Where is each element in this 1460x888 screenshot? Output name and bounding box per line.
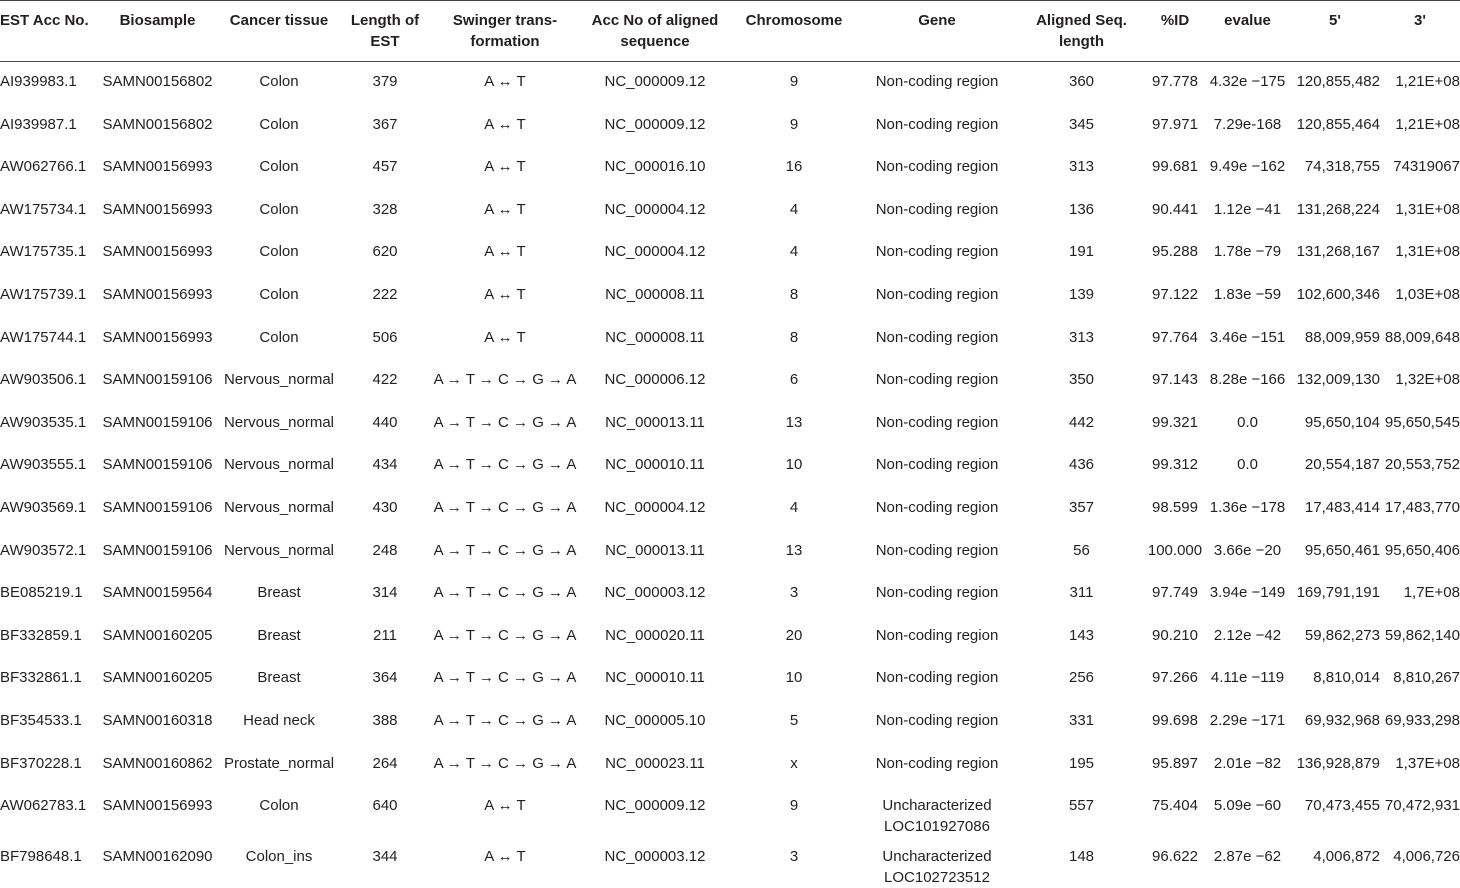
- aligned-seq-length-cell: 139: [1018, 275, 1145, 318]
- three-prime-cell: 1,21E+08: [1380, 105, 1460, 148]
- aligned-seq-length-cell: 331: [1018, 701, 1145, 744]
- evalue-cell: 1.36e −178: [1205, 488, 1290, 531]
- five-prime-cell: 102,600,346: [1290, 275, 1380, 318]
- gene-cell: Non-coding region: [856, 445, 1018, 488]
- gene-cell: Non-coding region: [856, 105, 1018, 148]
- five-prime-cell: 131,268,224: [1290, 190, 1380, 233]
- est-acc-no-cell: AW062766.1: [0, 147, 95, 190]
- swinger-transformation-cell: A → T → C → G → A: [432, 573, 578, 616]
- biosample-cell: SAMN00156993: [95, 275, 220, 318]
- chromosome-cell: 8: [732, 275, 856, 318]
- biosample-cell: SAMN00156993: [95, 318, 220, 361]
- five-prime-cell: 20,554,187: [1290, 445, 1380, 488]
- aligned-acc-no-cell: NC_000003.12: [578, 837, 732, 888]
- header-gene: Gene: [856, 1, 1018, 62]
- header-length-of-est: Length of EST: [338, 1, 432, 62]
- chromosome-cell: 13: [732, 531, 856, 574]
- five-prime-cell: 95,650,461: [1290, 531, 1380, 574]
- biosample-cell: SAMN00160205: [95, 658, 220, 701]
- aligned-acc-no-cell: NC_000016.10: [578, 147, 732, 190]
- table-row: [0, 445, 1460, 488]
- five-prime-cell: 70,473,455: [1290, 786, 1380, 837]
- biosample-cell: SAMN00159106: [95, 360, 220, 403]
- three-prime-cell: 74319067: [1380, 147, 1460, 190]
- three-prime-cell: 88,009,648: [1380, 318, 1460, 361]
- header-acc-no-aligned-sequence: Acc No of aligned sequence: [578, 1, 732, 62]
- chromosome-cell: 3: [732, 837, 856, 888]
- evalue-cell: 2.12e −42: [1205, 616, 1290, 659]
- gene-cell: Non-coding region: [856, 232, 1018, 275]
- length-of-est-cell: 248: [338, 531, 432, 574]
- evalue-cell: 3.94e −149: [1205, 573, 1290, 616]
- gene-cell: Non-coding region: [856, 190, 1018, 233]
- table-row: [0, 786, 1460, 837]
- three-prime-cell: 59,862,140: [1380, 616, 1460, 659]
- biosample-cell: SAMN00156993: [95, 147, 220, 190]
- percent-id-cell: 98.599: [1145, 488, 1205, 531]
- est-acc-no-cell: AW175744.1: [0, 318, 95, 361]
- aligned-seq-length-cell: 442: [1018, 403, 1145, 446]
- cancer-tissue-cell: Nervous_normal: [220, 360, 338, 403]
- evalue-cell: 2.87e −62: [1205, 837, 1290, 888]
- cancer-tissue-cell: Breast: [220, 573, 338, 616]
- cancer-tissue-cell: Breast: [220, 616, 338, 659]
- swinger-transformation-cell: A → T → C → G → A: [432, 445, 578, 488]
- evalue-cell: 8.28e −166: [1205, 360, 1290, 403]
- table-row: [0, 275, 1460, 318]
- biosample-cell: SAMN00156993: [95, 190, 220, 233]
- percent-id-cell: 97.764: [1145, 318, 1205, 361]
- chromosome-cell: 4: [732, 232, 856, 275]
- chromosome-cell: 9: [732, 62, 856, 105]
- aligned-seq-length-cell: 143: [1018, 616, 1145, 659]
- three-prime-cell: 69,933,298: [1380, 701, 1460, 744]
- biosample-cell: SAMN00160318: [95, 701, 220, 744]
- five-prime-cell: 8,810,014: [1290, 658, 1380, 701]
- three-prime-cell: 1,31E+08: [1380, 190, 1460, 233]
- five-prime-cell: 4,006,872: [1290, 837, 1380, 888]
- percent-id-cell: 96.622: [1145, 837, 1205, 888]
- evalue-cell: 3.46e −151: [1205, 318, 1290, 361]
- evalue-cell: 4.32e −175: [1205, 62, 1290, 105]
- est-acc-no-cell: AW175734.1: [0, 190, 95, 233]
- swinger-transformation-cell: A ↔ T: [432, 190, 578, 233]
- table-row: [0, 616, 1460, 659]
- chromosome-cell: 20: [732, 616, 856, 659]
- swinger-transformation-cell: A → T → C → G → A: [432, 488, 578, 531]
- aligned-seq-length-cell: 557: [1018, 786, 1145, 837]
- gene-cell: Non-coding region: [856, 318, 1018, 361]
- five-prime-cell: 131,268,167: [1290, 232, 1380, 275]
- percent-id-cell: 97.971: [1145, 105, 1205, 148]
- swinger-transformation-cell: A → T → C → G → A: [432, 531, 578, 574]
- gene-cell: Non-coding region: [856, 616, 1018, 659]
- cancer-tissue-cell: Colon: [220, 232, 338, 275]
- gene-cell: Non-coding region: [856, 360, 1018, 403]
- chromosome-cell: 6: [732, 360, 856, 403]
- three-prime-cell: 1,32E+08: [1380, 360, 1460, 403]
- three-prime-cell: 70,472,931: [1380, 786, 1460, 837]
- five-prime-cell: 136,928,879: [1290, 744, 1380, 787]
- three-prime-cell: 95,650,545: [1380, 403, 1460, 446]
- table-row: [0, 531, 1460, 574]
- gene-cell: Non-coding region: [856, 531, 1018, 574]
- est-acc-no-cell: AW903569.1: [0, 488, 95, 531]
- evalue-cell: 9.49e −162: [1205, 147, 1290, 190]
- length-of-est-cell: 440: [338, 403, 432, 446]
- gene-cell: Uncharacterized LOC102723512: [856, 837, 1018, 888]
- biosample-cell: SAMN00162090: [95, 837, 220, 888]
- table-row: [0, 573, 1460, 616]
- swinger-transformation-cell: A → T → C → G → A: [432, 616, 578, 659]
- aligned-acc-no-cell: NC_000013.11: [578, 531, 732, 574]
- three-prime-cell: 1,7E+08: [1380, 573, 1460, 616]
- biosample-cell: SAMN00159106: [95, 488, 220, 531]
- est-acc-no-cell: BF332861.1: [0, 658, 95, 701]
- swinger-transformation-cell: A → T → C → G → A: [432, 403, 578, 446]
- est-acc-no-cell: AW903506.1: [0, 360, 95, 403]
- biosample-cell: SAMN00160205: [95, 616, 220, 659]
- est-acc-no-cell: AW903535.1: [0, 403, 95, 446]
- five-prime-cell: 69,932,968: [1290, 701, 1380, 744]
- evalue-cell: 1.83e −59: [1205, 275, 1290, 318]
- five-prime-cell: 169,791,191: [1290, 573, 1380, 616]
- percent-id-cell: 99.321: [1145, 403, 1205, 446]
- table-row: [0, 360, 1460, 403]
- swinger-transformation-cell: A ↔ T: [432, 275, 578, 318]
- header-biosample: Biosample: [95, 1, 220, 62]
- cancer-tissue-cell: Nervous_normal: [220, 445, 338, 488]
- cancer-tissue-cell: Nervous_normal: [220, 403, 338, 446]
- cancer-tissue-cell: Colon: [220, 147, 338, 190]
- table-row: [0, 403, 1460, 446]
- chromosome-cell: 3: [732, 573, 856, 616]
- percent-id-cell: 97.778: [1145, 62, 1205, 105]
- evalue-cell: 3.66e −20: [1205, 531, 1290, 574]
- length-of-est-cell: 434: [338, 445, 432, 488]
- chromosome-cell: x: [732, 744, 856, 787]
- biosample-cell: SAMN00156993: [95, 232, 220, 275]
- est-acc-no-cell: BF798648.1: [0, 837, 95, 888]
- aligned-acc-no-cell: NC_000004.12: [578, 190, 732, 233]
- five-prime-cell: 59,862,273: [1290, 616, 1380, 659]
- gene-cell: Non-coding region: [856, 744, 1018, 787]
- aligned-seq-length-cell: 313: [1018, 318, 1145, 361]
- percent-id-cell: 100.000: [1145, 531, 1205, 574]
- length-of-est-cell: 264: [338, 744, 432, 787]
- aligned-seq-length-cell: 311: [1018, 573, 1145, 616]
- chromosome-cell: 4: [732, 190, 856, 233]
- cancer-tissue-cell: Head neck: [220, 701, 338, 744]
- gene-cell: Non-coding region: [856, 275, 1018, 318]
- header-row: [0, 1, 1460, 62]
- aligned-acc-no-cell: NC_000004.12: [578, 488, 732, 531]
- aligned-seq-length-cell: 195: [1018, 744, 1145, 787]
- length-of-est-cell: 344: [338, 837, 432, 888]
- length-of-est-cell: 367: [338, 105, 432, 148]
- five-prime-cell: 95,650,104: [1290, 403, 1380, 446]
- chromosome-cell: 8: [732, 318, 856, 361]
- length-of-est-cell: 506: [338, 318, 432, 361]
- three-prime-cell: 1,31E+08: [1380, 232, 1460, 275]
- swinger-transformation-cell: A ↔ T: [432, 62, 578, 105]
- header-three-prime: 3': [1380, 1, 1460, 62]
- length-of-est-cell: 388: [338, 701, 432, 744]
- length-of-est-cell: 430: [338, 488, 432, 531]
- chromosome-cell: 10: [732, 445, 856, 488]
- chromosome-cell: 4: [732, 488, 856, 531]
- gene-cell: Non-coding region: [856, 403, 1018, 446]
- swinger-transformation-cell: A ↔ T: [432, 232, 578, 275]
- swinger-transformation-cell: A → T → C → G → A: [432, 744, 578, 787]
- biosample-cell: SAMN00160862: [95, 744, 220, 787]
- length-of-est-cell: 620: [338, 232, 432, 275]
- five-prime-cell: 88,009,959: [1290, 318, 1380, 361]
- cancer-tissue-cell: Prostate_normal: [220, 744, 338, 787]
- header-chromosome: Chromosome: [732, 1, 856, 62]
- percent-id-cell: 90.441: [1145, 190, 1205, 233]
- aligned-acc-no-cell: NC_000023.11: [578, 744, 732, 787]
- three-prime-cell: 20,553,752: [1380, 445, 1460, 488]
- swinger-transformation-cell: A ↔ T: [432, 837, 578, 888]
- aligned-seq-length-cell: 357: [1018, 488, 1145, 531]
- aligned-seq-length-cell: 191: [1018, 232, 1145, 275]
- length-of-est-cell: 640: [338, 786, 432, 837]
- aligned-acc-no-cell: NC_000010.11: [578, 658, 732, 701]
- cancer-tissue-cell: Colon: [220, 318, 338, 361]
- percent-id-cell: 99.312: [1145, 445, 1205, 488]
- length-of-est-cell: 379: [338, 62, 432, 105]
- cancer-tissue-cell: Colon_ins: [220, 837, 338, 888]
- chromosome-cell: 9: [732, 786, 856, 837]
- three-prime-cell: 17,483,770: [1380, 488, 1460, 531]
- table-body: [0, 62, 1460, 888]
- percent-id-cell: 97.266: [1145, 658, 1205, 701]
- cancer-tissue-cell: Nervous_normal: [220, 531, 338, 574]
- cancer-tissue-cell: Colon: [220, 62, 338, 105]
- five-prime-cell: 132,009,130: [1290, 360, 1380, 403]
- three-prime-cell: 1,03E+08: [1380, 275, 1460, 318]
- gene-cell: Non-coding region: [856, 658, 1018, 701]
- table-header: [0, 1, 1460, 62]
- aligned-acc-no-cell: NC_000005.10: [578, 701, 732, 744]
- three-prime-cell: 4,006,726: [1380, 837, 1460, 888]
- gene-cell: Non-coding region: [856, 488, 1018, 531]
- swinger-transformation-cell: A ↔ T: [432, 318, 578, 361]
- length-of-est-cell: 364: [338, 658, 432, 701]
- aligned-acc-no-cell: NC_000009.12: [578, 62, 732, 105]
- header-percent-id: %ID: [1145, 1, 1205, 62]
- evalue-cell: 5.09e −60: [1205, 786, 1290, 837]
- swinger-transformation-cell: A → T → C → G → A: [432, 701, 578, 744]
- evalue-cell: 2.01e −82: [1205, 744, 1290, 787]
- chromosome-cell: 10: [732, 658, 856, 701]
- gene-cell: Non-coding region: [856, 573, 1018, 616]
- swinger-transformation-cell: A ↔ T: [432, 147, 578, 190]
- table-row: [0, 105, 1460, 148]
- aligned-acc-no-cell: NC_000009.12: [578, 786, 732, 837]
- swinger-transformation-cell: A ↔ T: [432, 105, 578, 148]
- header-cancer-tissue: Cancer tissue: [220, 1, 338, 62]
- est-acc-no-cell: AW903555.1: [0, 445, 95, 488]
- biosample-cell: SAMN00156802: [95, 62, 220, 105]
- table-row: [0, 318, 1460, 361]
- percent-id-cell: 99.681: [1145, 147, 1205, 190]
- aligned-seq-length-cell: 136: [1018, 190, 1145, 233]
- evalue-cell: 4.11e −119: [1205, 658, 1290, 701]
- three-prime-cell: 95,650,406: [1380, 531, 1460, 574]
- biosample-cell: SAMN00156802: [95, 105, 220, 148]
- aligned-acc-no-cell: NC_000004.12: [578, 232, 732, 275]
- est-acc-no-cell: AI939987.1: [0, 105, 95, 148]
- cancer-tissue-cell: Colon: [220, 105, 338, 148]
- five-prime-cell: 120,855,464: [1290, 105, 1380, 148]
- cancer-tissue-cell: Nervous_normal: [220, 488, 338, 531]
- swinger-transformation-cell: A → T → C → G → A: [432, 360, 578, 403]
- evalue-cell: 0.0: [1205, 445, 1290, 488]
- biosample-cell: SAMN00159106: [95, 445, 220, 488]
- chromosome-cell: 13: [732, 403, 856, 446]
- length-of-est-cell: 211: [338, 616, 432, 659]
- aligned-seq-length-cell: 313: [1018, 147, 1145, 190]
- est-acc-no-cell: AW175739.1: [0, 275, 95, 318]
- percent-id-cell: 97.143: [1145, 360, 1205, 403]
- table-row: [0, 488, 1460, 531]
- evalue-cell: 7.29e-168: [1205, 105, 1290, 148]
- cancer-tissue-cell: Colon: [220, 786, 338, 837]
- aligned-acc-no-cell: NC_000020.11: [578, 616, 732, 659]
- gene-cell: Non-coding region: [856, 62, 1018, 105]
- est-acc-no-cell: AI939983.1: [0, 62, 95, 105]
- header-aligned-seq-length: Aligned Seq. length: [1018, 1, 1145, 62]
- gene-cell: Uncharacterized LOC101927086: [856, 786, 1018, 837]
- chromosome-cell: 9: [732, 105, 856, 148]
- est-acc-no-cell: BF354533.1: [0, 701, 95, 744]
- biosample-cell: SAMN00159106: [95, 531, 220, 574]
- evalue-cell: 0.0: [1205, 403, 1290, 446]
- aligned-seq-length-cell: 148: [1018, 837, 1145, 888]
- cancer-tissue-cell: Breast: [220, 658, 338, 701]
- chromosome-cell: 16: [732, 147, 856, 190]
- table-row: [0, 232, 1460, 275]
- percent-id-cell: 95.897: [1145, 744, 1205, 787]
- aligned-seq-length-cell: 436: [1018, 445, 1145, 488]
- biosample-cell: SAMN00159564: [95, 573, 220, 616]
- three-prime-cell: 1,37E+08: [1380, 744, 1460, 787]
- three-prime-cell: 1,21E+08: [1380, 62, 1460, 105]
- aligned-seq-length-cell: 345: [1018, 105, 1145, 148]
- three-prime-cell: 8,810,267: [1380, 658, 1460, 701]
- est-acc-no-cell: AW062783.1: [0, 786, 95, 837]
- gene-cell: Non-coding region: [856, 701, 1018, 744]
- header-evalue: evalue: [1205, 1, 1290, 62]
- table-row: [0, 837, 1460, 888]
- evalue-cell: 1.12e −41: [1205, 190, 1290, 233]
- header-five-prime: 5': [1290, 1, 1380, 62]
- five-prime-cell: 74,318,755: [1290, 147, 1380, 190]
- length-of-est-cell: 222: [338, 275, 432, 318]
- percent-id-cell: 99.698: [1145, 701, 1205, 744]
- table-row: [0, 190, 1460, 233]
- est-acc-no-cell: BE085219.1: [0, 573, 95, 616]
- five-prime-cell: 17,483,414: [1290, 488, 1380, 531]
- swinger-transformation-cell: A ↔ T: [432, 786, 578, 837]
- percent-id-cell: 97.749: [1145, 573, 1205, 616]
- five-prime-cell: 120,855,482: [1290, 62, 1380, 105]
- cancer-tissue-cell: Colon: [220, 190, 338, 233]
- est-acc-no-cell: BF332859.1: [0, 616, 95, 659]
- length-of-est-cell: 328: [338, 190, 432, 233]
- length-of-est-cell: 422: [338, 360, 432, 403]
- percent-id-cell: 97.122: [1145, 275, 1205, 318]
- aligned-acc-no-cell: NC_000013.11: [578, 403, 732, 446]
- cancer-tissue-cell: Colon: [220, 275, 338, 318]
- gene-cell: Non-coding region: [856, 147, 1018, 190]
- est-acc-no-cell: BF370228.1: [0, 744, 95, 787]
- est-acc-no-cell: AW903572.1: [0, 531, 95, 574]
- evalue-cell: 2.29e −171: [1205, 701, 1290, 744]
- percent-id-cell: 95.288: [1145, 232, 1205, 275]
- aligned-seq-length-cell: 256: [1018, 658, 1145, 701]
- biosample-cell: SAMN00159106: [95, 403, 220, 446]
- aligned-seq-length-cell: 56: [1018, 531, 1145, 574]
- header-est-acc-no: EST Acc No.: [0, 1, 95, 62]
- aligned-seq-length-cell: 360: [1018, 62, 1145, 105]
- table-row: [0, 658, 1460, 701]
- aligned-acc-no-cell: NC_000008.11: [578, 275, 732, 318]
- evalue-cell: 1.78e −79: [1205, 232, 1290, 275]
- header-swinger-transformation: Swinger trans-formation: [432, 1, 578, 62]
- table-row: [0, 701, 1460, 744]
- percent-id-cell: 75.404: [1145, 786, 1205, 837]
- aligned-acc-no-cell: NC_000006.12: [578, 360, 732, 403]
- table-row: [0, 744, 1460, 787]
- percent-id-cell: 90.210: [1145, 616, 1205, 659]
- est-acc-no-cell: AW175735.1: [0, 232, 95, 275]
- aligned-acc-no-cell: NC_000003.12: [578, 573, 732, 616]
- length-of-est-cell: 314: [338, 573, 432, 616]
- swinger-transformation-cell: A → T → C → G → A: [432, 658, 578, 701]
- aligned-acc-no-cell: NC_000009.12: [578, 105, 732, 148]
- aligned-seq-length-cell: 350: [1018, 360, 1145, 403]
- biosample-cell: SAMN00156993: [95, 786, 220, 837]
- aligned-acc-no-cell: NC_000008.11: [578, 318, 732, 361]
- aligned-acc-no-cell: NC_000010.11: [578, 445, 732, 488]
- table-row: [0, 147, 1460, 190]
- table-row: [0, 62, 1460, 105]
- chromosome-cell: 5: [732, 701, 856, 744]
- length-of-est-cell: 457: [338, 147, 432, 190]
